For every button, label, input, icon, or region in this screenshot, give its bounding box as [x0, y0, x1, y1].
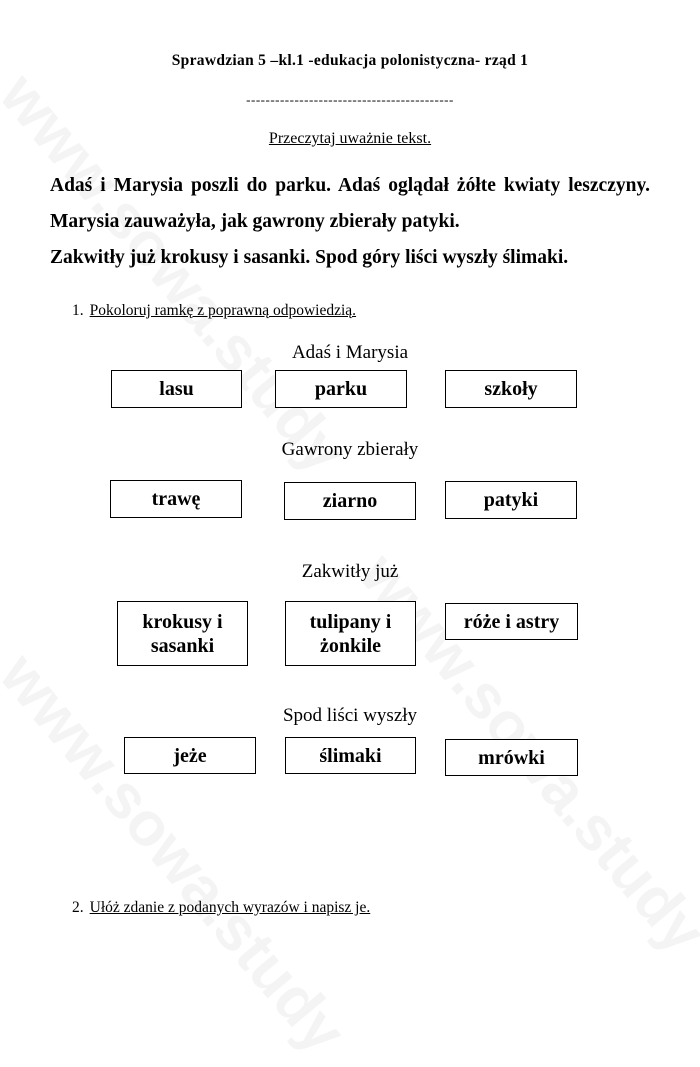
task-number: 2. [72, 899, 84, 916]
answer-box-szkoly[interactable]: szkoły [445, 370, 577, 408]
answer-box-lasu[interactable]: lasu [111, 370, 242, 408]
answer-box-trawe[interactable]: trawę [110, 480, 242, 518]
watermark [0, 640, 360, 1067]
answer-box-slimaki[interactable]: ślimaki [285, 737, 416, 774]
answer-box-krokusy-i-sasanki[interactable]: krokusy i sasanki [117, 601, 248, 666]
task-instruction: Ułóż zdanie z podanych wyrazów i napisz je. [89, 899, 371, 916]
question-prompt: Zakwitły już [301, 561, 399, 582]
answer-box-patyki[interactable]: patyki [445, 481, 577, 519]
question-prompt: Spod liści wyszły [282, 705, 418, 726]
answer-box-tulipany-i-zonkile[interactable]: tulipany i żonkile [285, 601, 416, 666]
reading-paragraph: Adaś i Marysia poszli do parku. Adaś oglądał żółte kwiaty leszczyny. Marysia zauważyła, jak gawrony zbierały patyki. [50, 175, 650, 232]
reading-text [50, 168, 650, 276]
answer-box-mrowki[interactable]: mrówki [445, 739, 578, 776]
answer-box-parku[interactable]: parku [275, 370, 407, 408]
answer-box-jeze[interactable]: jeże [124, 737, 256, 774]
reading-paragraph: Zakwitły już krokusy i sasanki. Spod góry liści wyszły ślimaki. [50, 247, 569, 268]
answer-box-ziarno[interactable]: ziarno [284, 482, 416, 520]
answer-box-roze-i-astry[interactable]: róże i astry [445, 603, 578, 640]
task-1-heading [72, 302, 356, 320]
reading-instruction: Przeczytaj uważnie tekst. [268, 130, 432, 147]
separator-line: ------------------------------------------- [246, 92, 454, 107]
question-prompt: Adaś i Marysia [291, 342, 409, 363]
question-prompt: Gawrony zbierały [281, 439, 419, 460]
page-title: Sprawdzian 5 –kl.1 -edukacja polonistyczna- rząd 1 [171, 52, 529, 69]
task-instruction: Pokoloruj ramkę z poprawną odpowiedzią. [89, 302, 357, 319]
task-number: 1. [72, 302, 84, 319]
task-2-heading [72, 899, 370, 917]
